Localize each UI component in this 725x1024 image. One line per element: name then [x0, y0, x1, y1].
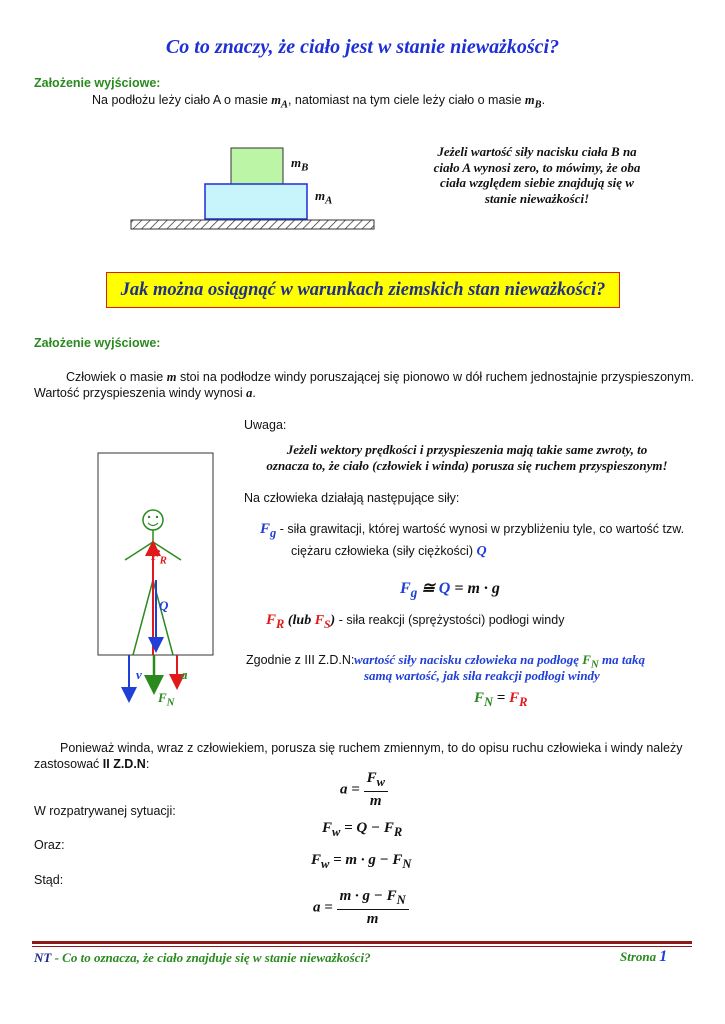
fg-line2: ciężaru człowieka (siły ciężkości) Q — [291, 544, 487, 559]
fr-line: $F_R$ (lub $F_S$) - siła reakcji (sprężystości) podłogi windy — [266, 612, 565, 631]
note-vectors: Jeżeli wektory prędkości i przyspieszenia mają takie same zwroty, to oznacza to, że ciało (człowiek i winda) porusza się ruchem przyspieszonym! — [266, 442, 668, 473]
highlight-question: Jak można osiągnąć w warunkach ziemskich stan nieważkości? — [106, 272, 620, 308]
block-a — [205, 184, 307, 219]
eq3: $F_w = m \cdot g - F_N$ — [311, 852, 412, 871]
label-q: Q — [159, 598, 169, 613]
eq-fn-fr: $F_N = F_R$ — [474, 690, 528, 709]
footer-rule — [32, 941, 692, 944]
section2-heading: Założenie wyjściowe: — [34, 336, 161, 350]
head-icon — [143, 510, 163, 530]
block-b — [231, 148, 283, 184]
footer-page: Strona 1 — [620, 948, 668, 965]
label-mb: $m_B$ — [291, 155, 309, 174]
zdn-line2: samą wartość, jak siła reakcji podłogi windy — [364, 668, 600, 683]
para3-line2: zastosować II Z.D.N: — [34, 757, 150, 771]
fg-line1: $F_g$ - siła grawitacji, której wartość wynosi w przybliżeniu tyle, co wartość tzw. — [260, 521, 685, 540]
ground — [131, 220, 374, 229]
page-title: Co to znaczy, że ciało jest w stanie nieważkości? — [165, 36, 560, 58]
stad: Stąd: — [34, 873, 64, 887]
zdn-line1: wartość siły nacisku człowieka na podłogę $F_N$ ma taką — [354, 652, 645, 671]
label-fr: $F_R$ — [151, 548, 167, 567]
eq-fg: $F_g$ ≅ Q = m · g — [400, 580, 500, 601]
eq4: a = $\frac{m \cdot g - F_N}{m}$ — [313, 888, 409, 928]
label-a: a — [181, 667, 188, 682]
label-v: v — [136, 667, 142, 682]
section2-p1: Człowiek o masie m stoi na podłodze windy poruszającej się pionowo w dół ruchem jednostajnie przyspieszonym. — [66, 370, 695, 384]
note-weightlessness: Jeżeli wartość siły nacisku ciała B na ciało A wynosi zero, to mówimy, że oba ciała względem siebie znajdują się w stanie nieważkości! — [433, 144, 641, 206]
footer-text: NT - Co to oznacza, że ciało znajduje się w stanie nieważkości? — [34, 950, 371, 965]
w-sytuacji: W rozpatrywanej sytuacji: — [34, 804, 176, 818]
eq2: $F_w = Q - F_R$ — [322, 820, 403, 839]
eq1: a = $\frac{F_w}{m}$ — [340, 770, 388, 810]
elevator-diagram — [95, 450, 220, 710]
footer-rule-thin — [32, 946, 692, 947]
section1-heading: Założenie wyjściowe: — [34, 76, 161, 90]
zdn-prefix: Zgodnie z III Z.D.N: — [246, 653, 355, 667]
section2-p2: Wartość przyspieszenia windy wynosi a. — [34, 386, 256, 400]
uwaga-label: Uwaga: — [244, 418, 287, 432]
blocks-diagram — [128, 140, 380, 235]
para3-line1: Ponieważ winda, wraz z człowiekiem, porusza się ruchem zmiennym, to do opisu ruchu człowieka i windy należy — [60, 741, 683, 755]
forces-intro: Na człowieka działają następujące siły: — [244, 491, 460, 505]
section1-text: Na podłożu leży ciało A o masie $m_A$, natomiast na tym ciele leży ciało o masie $m_B$. — [92, 93, 546, 111]
label-ma: $m_A$ — [315, 188, 333, 207]
oraz: Oraz: — [34, 838, 65, 852]
label-fn: $F_N$ — [158, 690, 175, 709]
